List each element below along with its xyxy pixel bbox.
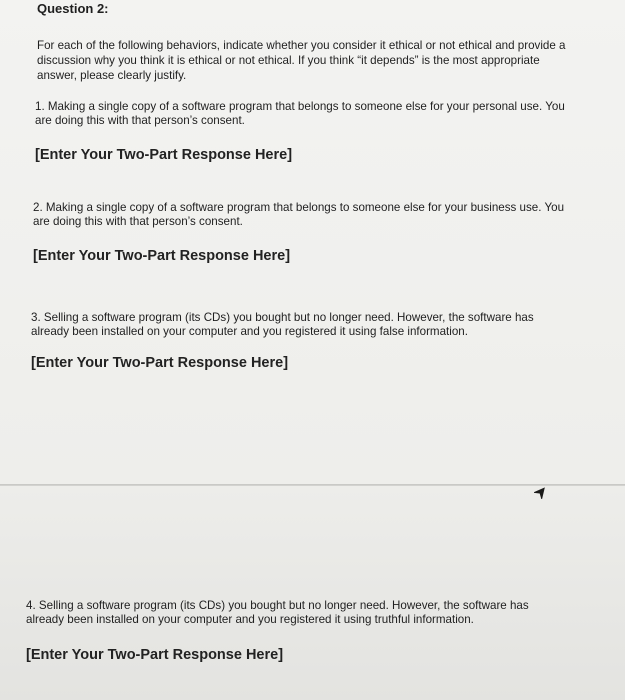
item-line: 1. Making a single copy of a software program that belongs to someone else for your personal use. You bbox=[35, 100, 565, 113]
response-field-4[interactable]: [Enter Your Two-Part Response Here] bbox=[26, 647, 284, 663]
behavior-item-3 bbox=[31, 311, 534, 339]
item-line: 3. Selling a software program (its CDs) you bought but no longer need. However, the software has bbox=[31, 311, 534, 324]
item-line: 2. Making a single copy of a software program that belongs to someone else for your business use. You bbox=[33, 201, 565, 214]
response-field-3[interactable]: [Enter Your Two-Part Response Here] bbox=[31, 355, 289, 371]
behavior-item-1 bbox=[35, 100, 565, 128]
behavior-item-2 bbox=[33, 201, 564, 229]
intro-line: discussion why you think it is ethical or not ethical. If you think “it depends” is the most appropriate bbox=[37, 54, 540, 67]
response-field-2[interactable]: [Enter Your Two-Part Response Here] bbox=[33, 248, 291, 264]
question-title: Question 2: bbox=[37, 1, 109, 16]
behavior-item-4 bbox=[26, 599, 529, 627]
response-field-1[interactable]: [Enter Your Two-Part Response Here] bbox=[35, 147, 293, 163]
question-intro bbox=[37, 38, 565, 83]
intro-line: answer, please clearly justify. bbox=[37, 69, 187, 82]
item-line: 4. Selling a software program (its CDs) you bought but no longer need. However, the software has bbox=[26, 599, 529, 612]
page-2 bbox=[0, 486, 625, 700]
item-line: are doing this with that person’s consent. bbox=[33, 215, 243, 228]
intro-line: For each of the following behaviors, indicate whether you consider it ethical or not ethical and provide a bbox=[37, 39, 566, 52]
item-line: are doing this with that person’s consent. bbox=[35, 114, 245, 127]
mouse-pointer-icon bbox=[534, 485, 548, 499]
item-line: already been installed on your computer and you registered it using false information. bbox=[31, 325, 468, 338]
item-line: already been installed on your computer and you registered it using truthful information. bbox=[26, 613, 474, 626]
